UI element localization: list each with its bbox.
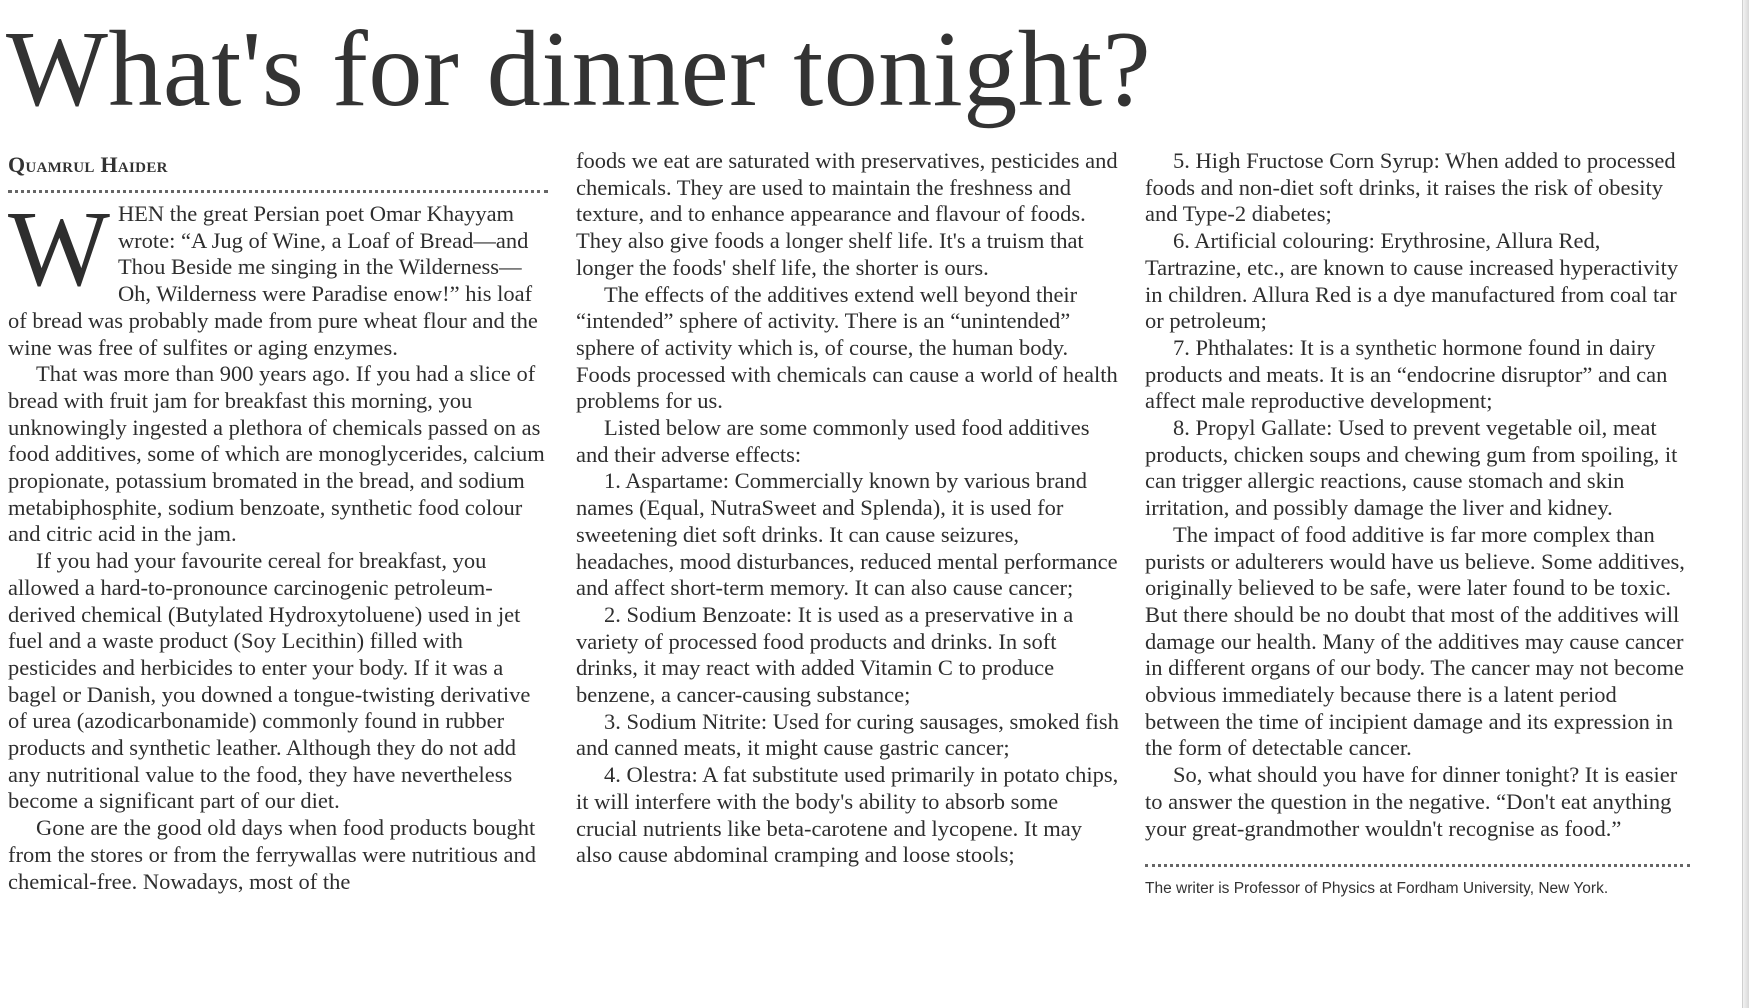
additive-list-item: 1. Aspartame: Commercially known by various brand names (Equal, NutraSweet and Splenda), it is used for sweetening diet soft drinks. It can cause seizures, headaches, mood disturbances, reduced mental performance and affect short-term memory. It can also cause cancer; bbox=[576, 468, 1118, 601]
article-paragraph: foods we eat are saturated with preservatives, pesticides and chemicals. They are used to maintain the freshness and texture, and to enhance appearance and flavour of foods. They also give foods a longer shelf life. It's a truism that longer the foods' shelf life, the shorter is ours. bbox=[576, 148, 1118, 280]
additive-list-item: 5. High Fructose Corn Syrup: When added to processed foods and non-diet soft drinks, it raises the risk of obesity and Type-2 diabetes; bbox=[1145, 148, 1676, 227]
credit-dotted-rule bbox=[1145, 864, 1690, 867]
article-paragraph: The impact of food additive is far more complex than purists or adulterers would have us believe. Some additives, originally believed to be safe, were later found to be toxic. But there should be no doubt that most of the additives will damage our health. Many of the additives may cause cancer in different organs of our body. The cancer may not become obvious immediately because there is a latent period between the time of incipient damage and its expression in the form of detectable cancer. bbox=[1145, 521, 1685, 761]
article-column-3 bbox=[1145, 148, 1690, 899]
article-paragraph: Gone are the good old days when food products bought from the stores or from the ferrywallas were nutritious and chemical-free. Nowadays, most of the bbox=[8, 815, 536, 894]
author-credit: The writer is Professor of Physics at Fordham University, New York. bbox=[1145, 880, 1609, 898]
additive-list-item: 6. Artificial colouring: Erythrosine, Allura Red, Tartrazine, etc., are known to cause increased hyperactivity in children. Allura Red is a dye manufactured from coal tar or petroleum; bbox=[1145, 228, 1679, 334]
article-byline: Quamrul Haider bbox=[8, 152, 168, 177]
page-edge-shadow bbox=[1742, 0, 1749, 1008]
paragraph-text: HEN the great Persian poet Omar Khayyam wrote: “A Jug of Wine, a Loaf of Bread—and Thou Beside me singing in the Wilderness—Oh, Wilderness were Paradise enow!” his loaf of bread was probably made from pure wheat flour and the wine was free of sulfites or aging enzymes. bbox=[8, 201, 538, 360]
additive-list-item: 8. Propyl Gallate: Used to prevent vegetable oil, meat products, chicken soups and chewing gum from spoiling, it can trigger allergic reactions, cause stomach and skin irritation, and possibly damage the liver and kidney. bbox=[1145, 415, 1678, 521]
drop-cap: W bbox=[8, 190, 110, 309]
additive-list-item: 4. Olestra: A fat substitute used primarily in potato chips, it will interfere with the body's ability to absorb some crucial nutrients like beta-carotene and lycopene. It may also cause abdominal cramping and loose stools; bbox=[576, 762, 1119, 868]
article-paragraph: If you had your favourite cereal for breakfast, you allowed a hard-to-pronounce carcinogenic petroleum-derived chemical (Butylated Hydroxytoluene) used in jet fuel and a waste product (Soy Lecithin) filled with pesticides and herbicides to enter your body. If it was a bagel or Danish, you downed a tongue-twisting derivative of urea (azodicarbonamide) commonly found in rubber products and synthetic leather. Although they do not add any nutritional value to the food, they have nevertheless become a significant part of our diet. bbox=[8, 548, 531, 814]
additive-list-item: 2. Sodium Benzoate: It is used as a preservative in a variety of processed food products and drinks. In soft drinks, it may react with added Vitamin C to produce benzene, a cancer-causing substance; bbox=[576, 601, 1074, 708]
article-paragraph: That was more than 900 years ago. If you had a slice of bread with fruit jam for breakfast this morning, you unknowingly ingested a plethora of chemicals passed on as food additives, some of which are monoglycerides, calcium propionate, potassium bromated in the bread, and sodium metabiphosphite, sodium benzoate, synthetic food colour and citric acid in the jam. bbox=[8, 361, 545, 547]
additive-list-item: 7. Phthalates: It is a synthetic hormone found in dairy products and meats. It is an “endocrine disruptor” and can affect male reproductive development; bbox=[1145, 334, 1668, 414]
additive-list-item: 3. Sodium Nitrite: Used for curing sausages, smoked fish and canned meats, it might cause gastric cancer; bbox=[576, 708, 1119, 761]
article-headline: What's for dinner tonight? bbox=[6, 10, 1152, 129]
article-column-2 bbox=[576, 148, 1121, 869]
article-paragraph bbox=[8, 190, 548, 361]
article-column-1 bbox=[8, 150, 548, 895]
article-paragraph: Listed below are some commonly used food additives and their adverse effects: bbox=[576, 415, 1090, 467]
article-paragraph: The effects of the additives extend well beyond their “intended” sphere of activity. There is an “unintended” sphere of activity which is, of course, the human body. Foods processed with chemicals can cause a world of health problems for us. bbox=[576, 281, 1118, 414]
article-paragraph: So, what should you have for dinner tonight? It is easier to answer the question in the negative. “Don't eat anything your great-grandmother wouldn't recognise as food.” bbox=[1145, 762, 1678, 841]
